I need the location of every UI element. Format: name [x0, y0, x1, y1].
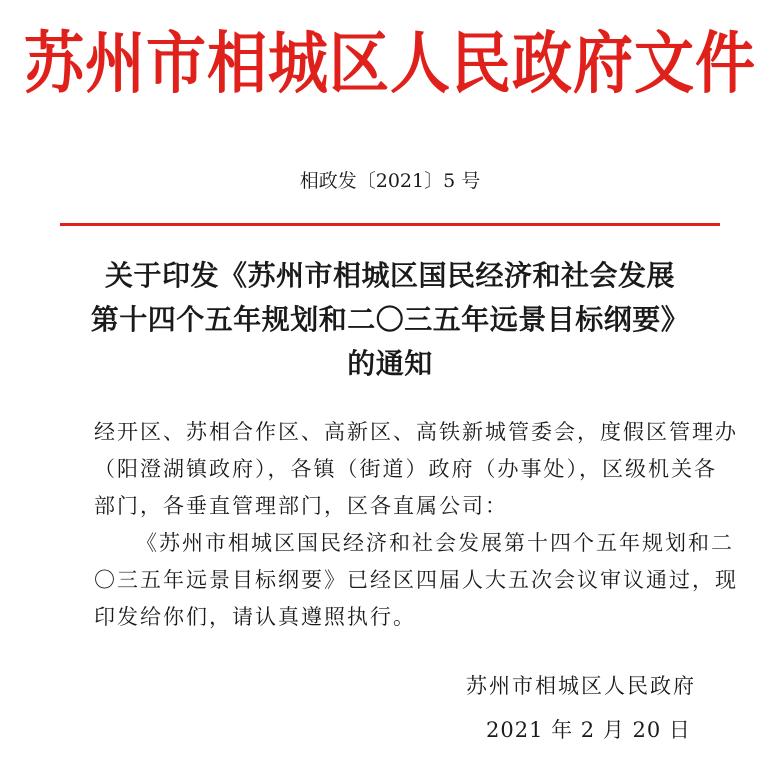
signature-organization: 苏州市相城区人民政府 — [466, 674, 696, 698]
document-title-line: 第十四个五年规划和二〇三五年远景目标纲要》 — [90, 303, 690, 336]
red-divider-line — [60, 223, 720, 226]
document-header-title: 苏州市相城区人民政府文件 — [24, 24, 756, 104]
document-title-line: 关于印发《苏州市相城区国民经济和社会发展 — [104, 259, 675, 292]
body-paragraph-line: 《苏州市相城区国民经济和社会发展第十四个五年规划和二 — [136, 531, 734, 555]
body-paragraph-line: 印发给你们，请认真遵照执行。 — [94, 605, 416, 629]
body-paragraph-line: 〇三五年远景目标纲要》已经区四届人大五次会议审议通过，现 — [94, 568, 738, 592]
document-number: 相政发〔2021〕5 号 — [299, 170, 481, 192]
document-title-line: 的通知 — [347, 347, 433, 380]
recipients-line: （阳澄湖镇政府），各镇（街道）政府（办事处），区级机关各 — [94, 457, 717, 481]
signature-date: 2021 年 2 月 20 日 — [486, 718, 691, 742]
recipients-line: 部门，各垂直管理部门，区各直属公司： — [94, 494, 508, 518]
document-body — [94, 414, 738, 636]
recipients-line: 经开区、苏相合作区、高新区、高铁新城管委会，度假区管理办 — [94, 420, 738, 444]
document-title — [70, 254, 710, 386]
